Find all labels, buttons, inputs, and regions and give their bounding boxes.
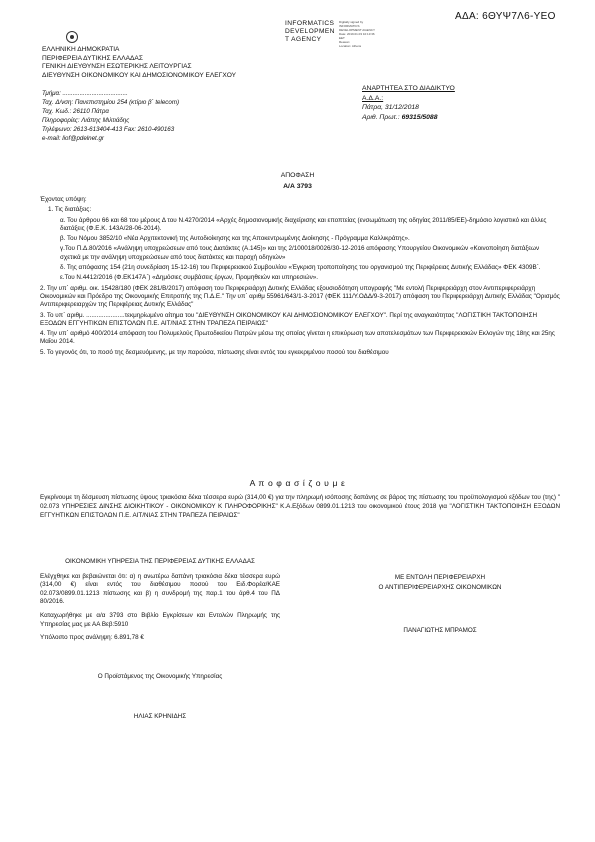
item-2: 2. Την υπ΄ αριθμ. οικ. 15428/180 (ΦΕΚ 281/Β/2017) απόφαση του Περιφερειάρχη Δυτικής Ελλάδας εξουσιοδότηση υπογραφής "Με εντολή Περιφερειάρχη στον Αντιπεριφερειάρχη Οικονομικών και Πρόεδρο της Οικονομικής Επιτροπής της Π.Δ.Ε." Την υπ΄ αριθμ 55961/643/1-3-2017 (ΦΕΚ 111/Υ.ΟΔΔ/9-3-2017) απόφαση του Περιφερειάρχη Δυτικής Ελλάδας "Ορισμός Αντιπεριφερειαρχών της Περιφέρειας Δυτικής Ελλάδας" xyxy=(40,284,560,309)
ada-field: Α.Δ.Α.: xyxy=(362,94,384,102)
decision-title: ΑΠΟΦΑΣΗ xyxy=(280,172,315,179)
head-name: ΗΛΙΑΣ ΚΡΗΝΙΔΗΣ xyxy=(133,713,187,720)
provision-d: δ. Της απόφασης 154 (21η συνεδρίαση 15-12-16) του Περιφερειακού Συμβουλίου «Έγκριση τροποποίησης του οργανισμού της Περιφέρειας Δυτικής Ελλάδας» ΦΕΚ 4309Β΄. xyxy=(60,264,541,272)
item-1: 1. Τις διατάξεις: xyxy=(48,206,92,214)
provisions-list xyxy=(40,217,560,283)
item-4: 4. Την υπ΄ αριθμό 400/2014 απόφαση του Πολυμελούς Πρωτοδικείου Πατρών μέσω της οποίας γίνεται η επικύρωση των αποτελεσμάτων των Περιφερειακών Εκλογών της 18ης και 25ης Μαΐου 2014. xyxy=(40,330,555,346)
order-line: ΜΕ ΕΝΤΟΛΗ ΠΕΡΙΦΕΡΕΙΑΡΧΗ xyxy=(394,574,486,581)
deputy-name: ΠΑΝΑΓΙΩΤΗΣ ΜΠΡΑΜΟΣ xyxy=(403,627,477,634)
registration-text: Καταχωρήθηκε με α/α 3793 στο Βιβλίο Εγκρίσεων και Εντολών Πληρωμής της Υπηρεσίας μας με ΑΑ Βεβ:5910 xyxy=(40,611,280,628)
deputy-title: Ο ΑΝΤΙΠΕΡΙΦΕΡΕΙΑΡΧΗΣ ΟΙΚΟΝΟΜΙΚΩΝ xyxy=(378,583,502,591)
decide-heading: Α π ο φ α σ ί ζ ο υ μ ε xyxy=(249,478,346,488)
header-right xyxy=(362,84,455,122)
internet-posting: ΑΝΑΡΤΗΤΕΑ ΣΤΟ ΔΙΑΔΙΚΤΥΟ xyxy=(362,85,455,92)
considerations xyxy=(40,196,560,359)
deputy-block xyxy=(320,573,560,592)
provision-c: γ.Του Π.Δ.80/2016 «Ανάληψη υποχρεώσεων από τους Διατάκτες (Α.145)» και της 2/100018/0026/30-12-2016 απόφασης Υπουργείου Οικονομικών «Κοινοποίηση διατάξεων σχετικά με την ανάληψη υποχρεώσεων από τους διατάκτες και παροχή οδηγιών» xyxy=(60,245,540,261)
greek-emblem-icon xyxy=(66,31,78,43)
signature-logo xyxy=(285,20,445,50)
finance-service-title: ΟΙΚΟΝΟΜΙΚΗ ΥΠΗΡΕΣΙΑ ΤΗΣ ΠΕΡΙΦΕΡΕΙΑΣ ΔΥΤΙΚΗΣ ΕΛΛΑΔΑΣ xyxy=(65,558,255,565)
decision-number: Α/Α 3793 xyxy=(283,183,312,190)
provision-a: α. Του άρθρου 66 και 68 του μέρους Δ του Ν.4270/2014 «Αρχές δημοσιονομικής διαχείρισης και εποπτείας (ενσωμάτωση της οδηγίας 2011/85/ΕΕ)-δημόσιο λογιστικό και άλλες διατάξεις (Φ.Ε.Κ. 143Α/28-06-2014). xyxy=(60,216,547,232)
verification-text: Ελέγχθηκε και βεβαιώνεται ότι: α) η ανωτέρω δαπάνη τριακόσια δέκα τέσσερα ευρώ (314,00 €) είναι εντός του διαθέσιμου ποσού του Ειδ.Φορέα/ΚΑΕ 02.073/0899.01.1213 πίστωσης και β) η συνδρομή της παρ.1 του άρθ.4 του ΠΔ 80/2016. xyxy=(40,572,280,606)
finance-service-block xyxy=(40,558,280,643)
ada-code: ΑΔΑ: 6ΘΥΨ7Λ6-ΥΕΟ xyxy=(455,11,556,22)
item-3: 3. Το υπ΄ αριθμ. ......................τεκμηρίωμένο αίτημα του "ΔΙΕΥΘΥΝΣΗ ΟΙΚΟΝΟΜΙΚΟΥ ΚΑΙ ΔΗΜΟΣΙΟΝΟΜΙΚΟΥ ΕΛΕΓΧΟΥ". Περί της αναγκαιότητας "ΛΟΓΙΣΤΙΚΗ ΤΑΚΤΟΠΟΙΗΣΗ ΕΞΟΔΩΝ ΕΓΓΥΗΤΙΚΩΝ ΕΠΙΣΤΟΛΩΝ Π.Ε. ΑΙΤ/ΝΙΑΣ ΣΤΗΝ ΤΡΑΠΕΖΑ ΠΕΙΡΑΙΩΣ" xyxy=(40,311,538,327)
provision-e: ε.Του Ν.4412/2016 (Φ.ΕΚ147Α΄) «Δημόσιες συμβάσεις έργων, Προμηθειών και υπηρεσιών». xyxy=(60,274,318,282)
logo-text: INFORMATICS DEVELOPMEN T AGENCY xyxy=(285,20,335,43)
provision-b: β. Του Νόμου 3852/10 «Νέα Αρχιτεκτονική της Αυτοδιοίκησης και της Αποκεντρωμένης Διοίκησης - Πρόγραμμα Καλλικράτης». xyxy=(60,235,410,243)
signature-details: Digitally signed by INFORMATICS DEVELOPMENT AGENCY Date: 2019.01.03 10:13:36 EET Reason: Location: Athens xyxy=(339,20,375,48)
decision-text: Εγκρίνουμε τη δέσμευση πίστωσης ύψους τριακόσια δέκα τέσσερα ευρώ (314,00 €) για την πληρωμή ισόποσης δαπάνης σε βάρος της πίστωσης του προϋπολογισμού εξόδων του (της) " 02.073 ΥΠΗΡΕΣΙΕΣ ΔΙΝΣΗΣ ΔΙΟΙΚΗΤΙΚΟΥ - ΟΙΚΟΝΟΜΙΚΟΥ Κ ΠΛΗΡΟΦΟΡΙΚΗΣ" Κ.Α.Εξόδων 0899.01.1213 του οικονομικού έτους 2018 για "ΛΟΓΙΣΤΙΚΗ ΤΑΚΤΟΠΟΙΗΣΗ ΕΞΟΔΩΝ ΕΓΓΥΗΤΙΚΩΝ ΕΠΙΣΤΟΛΩΝ Π.Ε. ΑΙΤ/ΝΙΑΣ ΣΤΗΝ ΤΡΑΠΕΖΑ ΠΕΙΡΑΙΩΣ" xyxy=(40,494,560,519)
header-left: ΕΛΛΗΝΙΚΗ ΔΗΜΟΚΡΑΤΙΑ ΠΕΡΙΦΕΡΕΙΑ ΔΥΤΙΚΗΣ ΕΛΛΑΔΑΣ ΓΕΝΙΚΗ ΔΙΕΥΘΥΝΣΗ ΕΣΩΤΕΡΙΚΗΣ ΛΕΙΤΟΥΡΓΙΑΣ ΔΙΕΥΘΥΝΣΗ ΟΙΚΟΝΟΜΙΚΟΥ ΚΑΙ ΔΗΜΟΣΙΟΝΟΜΙΚΟΥ ΕΛΕΓΧΟΥ xyxy=(42,46,237,79)
intro-text: Έχοντας υπόψη: xyxy=(40,196,87,203)
head-title: Ο Προϊστάμενος της Οικονομικής Υπηρεσίας xyxy=(97,673,223,680)
item-5: 5. Το γεγονός ότι, το ποσό της δεσμευόμενης, με την παρούσα, πίστωσης είναι εντός του εγκεκριμένου ποσού του διαθέσιμου xyxy=(40,348,389,356)
issue-date: Πάτρα, 31/12/2018 xyxy=(362,104,419,112)
contact-block: Τμήμα: ...................................... Ταχ. Δ/νση: Πανεπιστημίου 254 (κτίριο β΄ telecom) Ταχ. Κωδ.: 26110 Πάτρα Πληροφορίες: Λιάπης Μιλτιάδης Τηλέφωνο: 2613-613404-413 Fax: 2610-490163 e-mail: liof@pdelnet.gr xyxy=(42,90,180,142)
remaining-balance: Υπόλοιπο προς ανάληψη: 6.891,78 € xyxy=(40,634,144,642)
protocol-number: Αριθ. Πρωτ.: 69315/5088 xyxy=(362,113,438,121)
